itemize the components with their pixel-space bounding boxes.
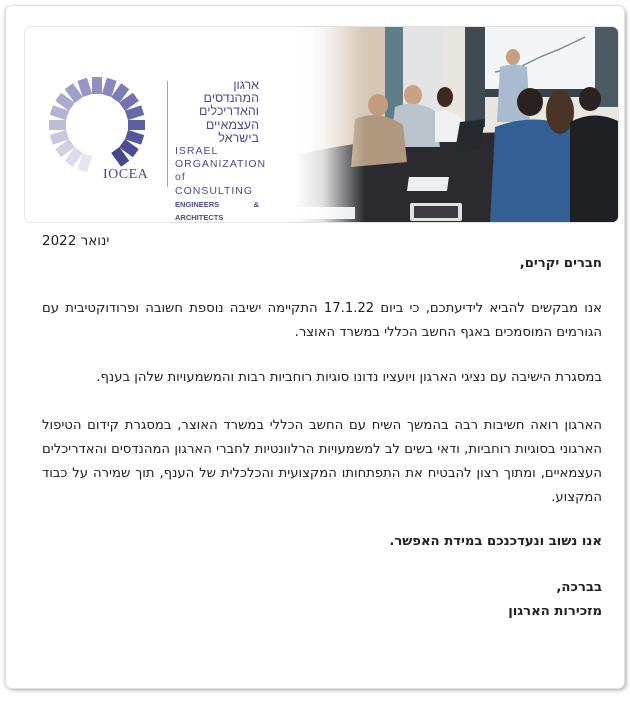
closing-statement: אנו נשוב ונעדכנכם במידת האפשר.	[389, 534, 602, 549]
logo-divider	[167, 81, 168, 187]
logo-abbreviation: IOCEA	[103, 167, 149, 182]
signature: מזכירות הארגון	[508, 604, 602, 619]
signoff: בברכה,	[556, 580, 602, 595]
logo-hebrew-line: ארגון המהנדסים	[203, 78, 259, 106]
paragraph-1: אנו מבקשים להביא לידיעתכם, כי ביום 17.1.22 התקיימה ישיבה נוספת חשובה ופרודוקטיבית עם הגורמים המוסמכים באגף החשב הכללי במשרד האוצר.	[42, 301, 602, 340]
paragraph-2: במסגרת הישיבה עם נציגי הארגון ויועציו נדונו סוגיות רוחביות רבות והמשמעויות שלהן בענף.	[96, 370, 602, 385]
paragraph-3: הארגון רואה חשיבות רבה בהמשך השיח עם החשב הכללי במשרד האוצר, במסגרת קידום הטיפול הארגוני בסוגיות רוחביות, ודאי בשים לב למשמעויות הרלוונטיות לחברי הארגון המהנדסים והאדריכלים העצמאיים, ומתוך רצון להבטיח את התפתחותו המקצועית והכלכלית של הענף, תוך שמירה על כבוד המקצוע.	[42, 418, 602, 505]
logo-hebrew-line: והאדריכלים	[198, 104, 259, 119]
photo-fade	[295, 27, 365, 223]
letter-date: ינואר 2022	[42, 233, 110, 249]
logo-english-line: of CONSULTING	[175, 171, 254, 197]
logo-wordmark	[175, 78, 267, 223]
logo-hebrew-line: בישראל	[218, 130, 259, 145]
logo-english-line: ISRAEL	[175, 145, 219, 158]
logo-english-line: ENGINEERS & ARCHITECTS	[175, 199, 259, 223]
meeting-photo	[295, 27, 619, 223]
logo-hebrew-line: העצמאיים	[205, 117, 259, 132]
iocea-logo	[47, 75, 267, 223]
greeting: חברים יקרים,	[519, 256, 602, 271]
letter-page	[6, 6, 624, 688]
logo-ring-icon	[47, 75, 147, 175]
header-banner	[24, 26, 619, 223]
logo-english-line: ORGANIZATION	[175, 158, 267, 171]
